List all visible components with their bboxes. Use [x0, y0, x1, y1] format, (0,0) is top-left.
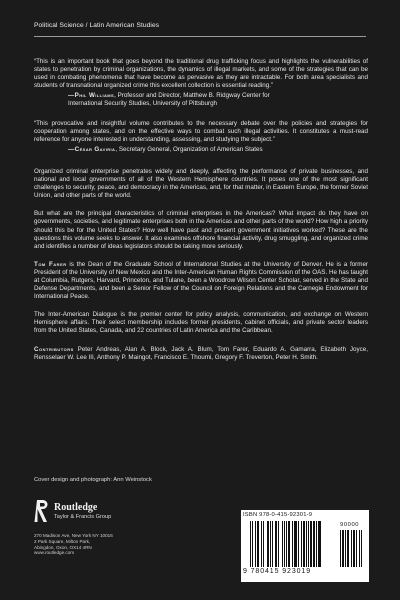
address-line: www.routledge.com [34, 550, 75, 556]
barcode-addon-bars [340, 530, 365, 567]
barcode-digits: 9 780415 923019 [243, 568, 311, 575]
isbn-label: ISBN 978-0-415-92301-9 [243, 512, 313, 518]
reviewer-name-2: —César Gaviria [68, 145, 116, 153]
reviewer-affiliation-1: , Professor and Director, Matthew B. Ridgway Center for [114, 92, 270, 100]
description-paragraph-1: Organized criminal enterprise penetrates widely and deeply, affecting the performance of private businesses, and national and local governments of all of the Western Hemisphere countries. It poses one of the most significant challenges to security, peace, and democracy in the Americas, and, for that matter, in Eastern Europe, the former Soviet Union, and other parts of the world. [34, 167, 368, 200]
address-line: 270 Madison Ave, New York NY 10016 [34, 533, 113, 538]
reviewer-name-1: —Phil Williams [68, 92, 115, 100]
review-attribution-1 [68, 92, 368, 108]
editor-bio [34, 261, 368, 301]
barcode-addon-number: 90000 [340, 522, 360, 528]
divider-rule [34, 36, 366, 37]
publisher-logo [34, 497, 154, 525]
review-quote-1: “This is an important book that goes beyond the traditional drug trafficking focus and highlights the vulnerabilities of states to penetration by criminal organizations, the dynamics of illegal markets, and some of the strategies that can be used in combating phenomena that have become as pervasive as they are intractable. For both area specialists and students of transnational organized crime this excellent collection is essential reading.” [34, 58, 368, 90]
publisher-address [34, 533, 154, 556]
cover-text [34, 58, 368, 372]
publisher-block [34, 497, 154, 556]
address-line: 2 Park Square, Milton Park, [34, 538, 91, 544]
cover-credit: Cover design and photograph: Ann Weinstock [34, 477, 152, 483]
contributors-names: Peter Andreas, Alan A. Block, Jack A. Blum, Tom Farer, Eduardo A. Gamarra, Elizabeth Joyce, Rensselaer W. Lee III, Anthony P. Maingot, Francisco E. Thoumi, Gregory F. Treverton, Peter H. Smith. [34, 345, 368, 361]
routledge-logo-icon [34, 497, 50, 525]
editor-bio-text: is the Dean of the Graduate School of International Studies at the University of Denver. He is a former President of the University of New Mexico and the Inter-American Human Rights Commission of the OAS. He has taught at Columbia, Rutgers, Harvard, Princeton, and Tulane, been a Woodrow Wilson Center Scholar, served in the State and Defense Departments, and been a Senior Fellow of the Council on Foreign Relations and the Carnegie Endowment for International Peace. [34, 260, 368, 301]
publisher-group: Taylor & Francis Group [54, 514, 112, 520]
reviewer-affiliation-2: , Secretary General, Organization of American States [115, 145, 263, 153]
subject-category: Political Science / Latin American Studies [34, 22, 160, 29]
publisher-name: Routledge [54, 502, 98, 513]
description-paragraph-2: But what are the principal characteristics of criminal enterprises in the Americas? What impact do they have on governments, societies, and legitimate enterprises both in the Americas and other parts of the world? How high a priority should this be for the United States? How well have past and present government initiatives worked? These are the questions this volume seeks to answer. It also examines offshore financial activity, drug smuggling, and organized crime and identifies a number of ideas legislators should be taking more seriously. [34, 210, 368, 250]
contributors-paragraph [34, 346, 368, 362]
address-line: Abingdon, Oxon, OX14 4RN [34, 544, 92, 550]
review-attribution-2 [68, 146, 368, 154]
barcode-bars [250, 521, 332, 567]
review-quote-2: “This provocative and insightful volume contributes to the necessary debate over the policies and strategies for cooperation among states, and on the effective ways to combat such illegal activities. It constitutes a must-read reference for anyone interested in understanding, assessing, and studying the subject.” [34, 119, 368, 143]
dialogue-paragraph: The Inter-American Dialogue is the premier center for policy analysis, communication, and exchange on Western Hemisphere affairs. Their select membership includes former presidents, cabinet officials, and private sector leaders from the United States, Canada, and 22 countries of Latin America and the Caribbean. [34, 311, 368, 335]
contributors-label: Contributors [34, 345, 74, 353]
reviewer-affiliation-1-line2: International Security Studies, University of Pittsburgh [68, 100, 218, 108]
editor-name: Tom Farer [34, 260, 67, 268]
